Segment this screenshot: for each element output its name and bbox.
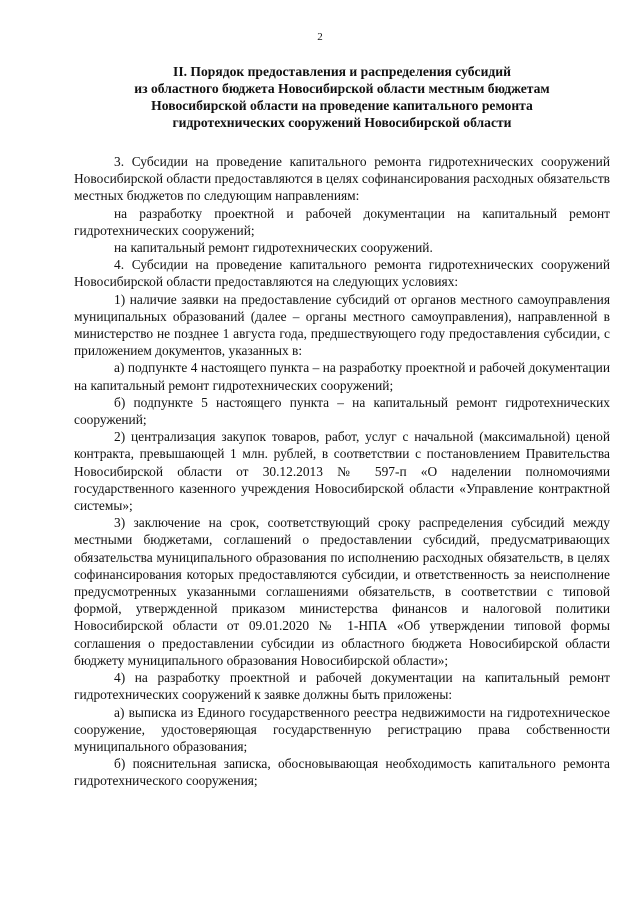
paragraph-direction-repair: на капитальный ремонт гидротехнических сооружений. (114, 240, 433, 256)
paragraph-direction-design: на разработку проектной и рабочей документации на капитальный ремонт гидротехнических сооружений; (74, 205, 610, 238)
paragraph-condition-1a: а) подпункте 4 настоящего пункта – на разработку проектной и рабочей документации на капитальный ремонт гидротехнических сооружений; (74, 360, 610, 393)
paragraph-condition-1: 1) наличие заявки на предоставление субсидий от органов местного самоуправления муниципальных образований (далее – органы местного самоуправления), направленной в министерство не позднее 1 августа года, предшествующего году предоставления субсидии, с приложением документов, указанных в: (74, 291, 610, 359)
paragraph-condition-2: 2) централизация закупок товаров, работ, услуг с начальной (максимальной) ценой контракта, превышающей 1 млн. рублей, в соответствии с постановлением Правительства Новосибирской области от 30.12.2013 № 597-п «О наделении полномочиями государственного казенного учреждения Новосибирской области «Управление контрактной системы»; (74, 429, 610, 514)
document-body (74, 153, 610, 790)
page-number: 2 (317, 31, 323, 43)
paragraph-condition-3: 3) заключение на срок, соответствующий сроку распределения субсидий между местными бюджетами, соглашений о предоставлении субсидий, предусматривающих обязательства муниципального образования по исполнению расходных обязательств, в целях софинансирования которых предоставляются субсидии, и ответственность за неисполнение предусмотренных указанными соглашениями обязательств, в соответствии с типовой формой, утвержденной приказом министерства финансов и налоговой политики Новосибирской области от 09.01.2020 № 1-НПА «Об утверждении типовой формы соглашения о предоставлении субсидии из областного бюджета Новосибирской области бюджету муниципального образования Новосибирской области»; (74, 515, 610, 668)
paragraph-item-3: 3. Субсидии на проведение капитального ремонта гидротехнических сооружений Новосибирской области предоставляются в целях софинансирования расходных обязательств местных бюджетов по следующим направлениям: (74, 154, 610, 204)
paragraph-condition-1b: б) подпункте 5 настоящего пункта – на капитальный ремонт гидротехнических сооружений; (74, 394, 610, 428)
paragraph-condition-4b: б) пояснительная записка, обосновывающая необходимость капитального ремонта гидротехнического сооружения; (74, 756, 610, 789)
paragraph-condition-4a: а) выписка из Единого государственного реестра недвижимости на гидротехническое сооружение, удостоверяющая государственную регистрацию права собственности муниципального образования; (74, 704, 610, 754)
section-title-line-4: гидротехнических сооружений Новосибирской области (172, 115, 512, 130)
section-title-line-2: из областного бюджета Новосибирской области местным бюджетам (134, 81, 550, 96)
paragraph-item-4: 4. Субсидии на проведение капитального ремонта гидротехнических сооружений Новосибирской области предоставляются на следующих условиях: (74, 257, 610, 290)
section-title (74, 63, 610, 131)
section-title-line-3: Новосибирской области на проведение капитального ремонта (151, 98, 533, 113)
section-title-line-1: II. Порядок предоставления и распределения субсидий (173, 64, 511, 79)
paragraph-condition-4: 4) на разработку проектной и рабочей документации на капитальный ремонт гидротехнических сооружений к заявке должны быть приложены: (74, 670, 610, 703)
